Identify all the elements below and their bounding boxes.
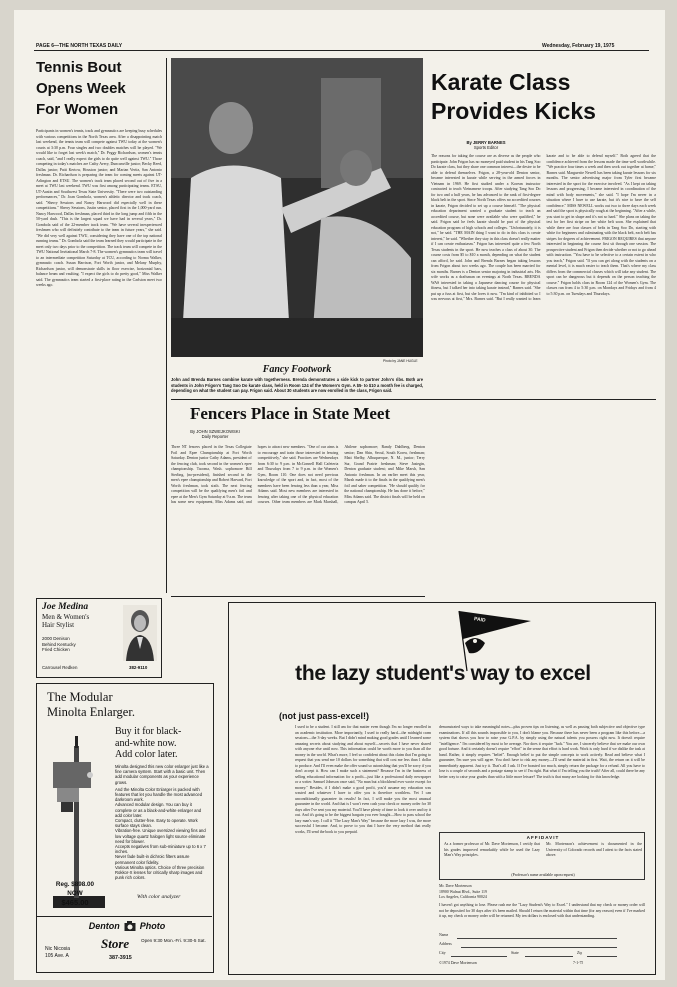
affidavit-box <box>439 832 645 880</box>
karate-article-body: The reasons for taking the course are as diverse as the people who participate. John Frigon has no moneyed paid student in his Tang Soo Do karate class, but they share one common interest—the desire to be able to defend themselves. Frigon, a 28-year-old Denton senior, became interested in karate while serving in the armed forces in Vietnam in 1969. He first studied under a Korean instructor contracted to teach Vietnamese troops. After studying Tang Soo Do for two and a half years, he has advanced to the rank of first-degree black belt in the sport. Since North Texas offers no accredited courses in karate, Frigon decided to set up a course himself. "The physical education department wanted a graduate student to teach an accredited course, but none were available who were qualified," he said. Frigon said he feels karate should be part of the physical education program of high schools and colleges. "Unfortunately, it is not," he said. "THE MAIN thing I want to do in this class is create interest," he said. "Whether they stay in this class doesn't really matter if I can create enthusiasm." Frigon has interested quite a few North Texas students in the sport. He now teaches a class of about 30. The course costs from $5 to $10 a month, depending on what the student can afford, he said. John and Brenda Barnes began taking lessons from Frigon about two weeks ago. The couple has been married for six months. Barnes is a Denton senior majoring in industrial arts. His wife works as a draftsman on evenings at North Texas. BRENDA WAS interested in taking a Japanese dancing course for physical fitness, but I talked her into taking karate instead," Barnes said. "She put up a fuss at first, but she loves it now. "I'm kind of inhibited so I was nervous at first," Mrs. Barnes said. "But I really wanted to learn karate and to be able to defend myself." Both agreed that the confidence achieved from the lessons made the time well worthwhile. "We practice four times a week and then work out together at home," Barnes said. Marguerite Newell has been taking karate lessons for six months. The senior advertising major from Tyler first became interested in the sport for the exercise involved. "As I kept on taking lessons and progressing, I became interested in coordination of the mind with body movements," she said. "I hope I'm never in a situation where I have to use karate, but it's nice to have the self confidence." MISS NEWELL works out two to three days each week and said the sport is physically rough at the beginning. "After a while, you start to get in shape and it's not so hard." She plans on taking the test for her first stripe on her white belt soon. She explained that while there are four classes of belts in Tang Soo Do, starting with white for beginners and culminating with the black belt, each belt has stripes for degrees of achievement. FRIGON REQUIRES that anyone interested in beginning the course first sit through one session. The prospective student and Frigon then decide whether or not to go ahead with instruction. "You have to be selective to a certain extent in who you teach," Frigon said. "If you can get along with the students on a mental level, it is much easier to teach them. That's where my class differs from the commercial classes which will take any student. The sport can be dangerous but it depends on the person teaching the course." Frigon holds class in Room 124 of the Women's Gym. The classes run from 4 to 5:30 p.m. on Mondays and Fridays and from 4 to 5:30 p.m. on Tuesdays and Thursdays. <box>431 154 656 301</box>
camera-tagline-1: Buy it for black- <box>115 726 182 737</box>
store-location <box>45 946 70 959</box>
tennis-headline-line-3: For Women <box>36 101 119 118</box>
karate-headline-line-2: Provides Kicks <box>431 98 596 124</box>
order-text: I haven't got anything to lose. Please rush me the "Lazy Student's Way to Excel." I understand that my check or money order will not be deposited for 30 days after it's been mailed. Should I return the material within that time (for any reason) even if I've marked it up, my check or money order will be returned. My ten dollars is enclosed with that understanding. <box>439 903 645 918</box>
lazy-ad-subhead: (not just pass-excel!) <box>279 711 370 721</box>
tennis-headline-line-1: Tennis Bout <box>36 59 122 76</box>
newspaper-page <box>14 10 665 980</box>
order-address <box>439 884 645 901</box>
fencers-top-rule <box>171 399 656 400</box>
camera-icon <box>124 920 136 932</box>
fencers-byline-title: Daily Reporter <box>201 434 229 440</box>
store-name-right: Photo <box>139 921 166 931</box>
form-label-address: Address <box>439 942 452 946</box>
lazy-student-ad <box>228 602 656 975</box>
camera-ad-tag: With color analyzer <box>137 894 181 900</box>
camera-price-now: $465.00 <box>61 898 89 907</box>
camera-headline-1: The Modular <box>47 690 113 704</box>
form-state-field[interactable] <box>525 956 573 957</box>
camera-tagline-3: Add color later. <box>115 749 178 760</box>
karate-photo-illustration <box>171 58 423 357</box>
order-address-line-2: 18900 Walnut Blvd., Suite 119 <box>439 889 487 894</box>
hair-ad-line-3: Hair Stylist <box>42 621 75 629</box>
camera-feature-2: Advanced modular design. You can buy it complete or as a black-and-white enlarger and add color later. <box>115 802 202 818</box>
lazy-ad-copyright: ©1974 Dave Mortenson <box>439 961 477 965</box>
store-location-1: Nic Nicosia <box>45 946 71 952</box>
form-name-field[interactable] <box>457 938 617 939</box>
store-phone: 387-3915 <box>109 955 132 961</box>
karate-headline-line-1: Karate Class <box>431 69 571 95</box>
lazy-ad-code: 7-1-75 <box>573 961 584 965</box>
camera-feature-5: Accepts negatives from sub-miniature up to 6 x 7 inches. <box>115 844 206 855</box>
camera-ad-divider <box>37 916 212 917</box>
hair-ad-line-2: Men & Women's <box>42 613 90 621</box>
camera-ad-tagline <box>115 726 209 761</box>
lazy-ad-body-left: I used to be a student. I still am for that matter even though I'm no longer enrolled in an academic institution. More importantly, I used to really hard—the midnight cram sessions—the 3-day weeks. But I didn't mind making good grades until I learned some amazing secrets about studying and about myself—secrets that I have never shared with anyone else until now. This information could be worth more to you than all the money in the world. What's more, I feel so confident about this claim that I'm going to request that you send me 10 dollars for something that will cost me less than 1 dollar to produce. And I'll even make the offer sound so astonishing that you'll be sorry if you don't accept it. How can I make such a statement? Because I'm in the business of selling educational information for a profit—just like a professional daily newspaper or a writer. Samuel Johnson once said, "No man but a blockhead ever wrote except for money." Besides, if I didn't make a good profit, you'd assume my education was wasted and whatever I have to offer you is therefore worthless. Yet I can unconditionally guarantee its results! In fact, I will make you the most unusual guarantee in the world. And that is I won't even cash your check or money order for 30 days after I've sent you my material. You'll have plenty of time to look it over and try it out. And it's going to be the biggest bargain you ever bought—How to pass school the lazy man's way. I call it "The Lazy Man's Way" because the more lazy I was, the more successful I became. And, to prove to you that I have the very method that really works, I'll send the book to you prepaid. <box>295 725 431 834</box>
store-word: Store <box>101 936 130 951</box>
hair-stylist-ad <box>36 598 162 678</box>
form-label-state: State <box>511 951 519 955</box>
camera-ad-copy <box>115 764 209 880</box>
camera-feature-4: Vibration-free. Unique oversized viewing fins and low voltage quartz halogen light source eliminate need for blower. <box>115 828 206 844</box>
karate-headline <box>431 68 656 126</box>
photo-title: Fancy Footwork <box>262 364 332 375</box>
order-address-line-1: Mr. Dave Mortenson <box>439 884 472 888</box>
karate-byline-name: By JERRY BARNES <box>466 140 506 145</box>
hair-ad-address-3: Fried Chicken <box>42 647 70 653</box>
fencers-byline <box>171 429 259 440</box>
camera-ad-headline <box>47 690 207 720</box>
store-name-left: Denton <box>88 921 120 931</box>
column-rule-1 <box>166 58 167 593</box>
karate-byline-title: Sports Editor <box>473 145 499 151</box>
camera-ad-price <box>47 880 103 907</box>
stylist-portrait-icon <box>123 605 157 661</box>
hair-ad-subtitle <box>42 613 89 629</box>
tennis-article-body <box>36 129 162 591</box>
pennant-text: PAID <box>473 616 486 624</box>
masthead-rule <box>34 50 649 51</box>
store-logo <box>77 918 177 934</box>
store-location-2: 105 Ave. A <box>45 952 69 959</box>
karate-byline <box>431 140 541 151</box>
camera-feature-7: Various Minolta optics. Choice of three precision Rokkor-X lenses for critically sharp images and punk rich colors. <box>115 864 205 881</box>
camera-price-now-label: NOW <box>67 890 83 897</box>
camera-price-reg: Reg. $898.00 <box>55 881 95 888</box>
form-address-field[interactable] <box>461 947 617 948</box>
form-label-city: City <box>439 951 446 955</box>
form-label-name: Name <box>439 933 449 937</box>
hair-ad-phone: 382-9110 <box>129 665 148 670</box>
folio-left: PAGE 6—THE NORTH TEXAS DAILY <box>36 43 123 49</box>
minolta-enlarger-ad <box>36 683 214 973</box>
form-city-field[interactable] <box>451 956 507 957</box>
fencers-byline-name: By JOHN SZWEJKOWSKI <box>190 429 240 434</box>
affidavit-note: (Professor's name available upon request) <box>511 873 575 877</box>
tennis-lead: Participants in women's tennis, track and gymnastics are keeping busy schedules with various competitions in the North Texas area. <box>36 129 162 139</box>
photo-caption: John and Brenda Barnes combine karate with togetherness. Brenda demonstrates a side kick to partner John's ribs. Both are students in John Frigon's Tang Soo Do karate class, held in Room 124 of the Women's Gym. A $5- to $10 a month fee is charged, depending on what the student can pay. Frigon said. About 30 students are now enrolled in the class, Frigon said. <box>171 377 423 394</box>
fencers-article-body: Three NT fencers placed in the Texas Collegiate Foil and Epee Championship at Fort Worth Saturday. Denton junior Cathy Adams, president of the fencing club, took second in the women's epee championship. Tacoma, Wash. sophomore Bill Sterling, (no-president), finished second in the men's epee championship and Robert Harvard, Fort Worth freshman, took sixth. The next fencing competition will be the qualifying men's foil and epee at the Men's Gym Saturday at 9 a.m. The team has some new equipment, Miss Adams said, and hopes to attract new members. "One of our aims is to encourage and train those interested in fencing competitively," she said. Practices are Wednesdays from 6:30 to 9 p.m. in McConnell Hall Cafeteria and Thursdays from 7 to 9 p.m. in the Women's Gym, Room 110. One does not need previous knowledge of the sport and, in fact, most of the members have been fencing less than a year, Miss Adams said. Most new members are interested in fencing after taking one of the physical education courses. Other team members are Mark Marshall, Abilene sophomore; Randy Dahlberg, Denton senior; Dan Shin, Seoul, South Korea, freshman; Matt Shelby, Albuquerque, N. M., junior; Terry Sur, Grand Prairie freshman; Steve Jasiegin, Denton graduate student; and Mike Marsh, San Antonio freshman. In an earlier meet this year, Marsh made it to the finals in the qualifying men's foil and saber competition. "He should qualify for the national championship. He has done it before," Miss Adams said. The district finals will be held on campus April 5. <box>171 445 425 504</box>
fencers-bottom-rule <box>171 596 425 597</box>
photo-credit: Photo by JANE HUGLE <box>383 359 418 363</box>
karate-photo <box>171 58 423 357</box>
store-hours: Open 9:30 Mon.-Fri. 9:30-5 Sat. <box>141 938 206 943</box>
tennis-headline <box>36 57 164 120</box>
hair-ad-address <box>42 636 76 653</box>
hair-ad-address-2: Behind Kentucky <box>42 641 76 647</box>
lazy-ad-headline: the lazy student's way to excel <box>295 662 591 685</box>
camera-headline-2: Minolta Enlarger. <box>47 705 135 719</box>
hair-ad-brand: Carrousel Redken <box>42 665 78 670</box>
hair-ad-name: Joe Medina <box>42 602 89 612</box>
lazy-ad-body-right: demonstrated ways to take meaningful notes—plus proven tips on listening, as well as passing both subjective and objective type examinations. If all this sounds impossible to you, I don't blame you. Because there has never been a program like this before—a system that shows you how to raise your G.P.A. by simply using the natural talents you possess right now. It doesn't require "intelligence." I'm considered by most to be average. Nor does it require "luck." You are, I sincerely believe that we make our own good fortune. And it certainly doesn't require "effort" in the sense that effort is hard work. Work is only hard if we dislike the task at hand. Rather, it simply requires "belief". Enough belief to put the simple concepts to work actively. Read and believe what I guarantee, I'm sure you will agree. You don't have to risk any money—I'll send the material in first. Wait, the return on it will be immediately apparent. Just try it. That's all I ask. If I've boasted too much, simply return the package for a refund. All you have to lose is a couple of seconds and a postage stamp to see if I'm right. But what if I'm telling you the truth? After all, could there be any better way to raise your grades than with a little more leisure? The truth is that many are looking for this knowledge. <box>439 725 645 779</box>
folio-right: Wednesday, February 19, 1975 <box>542 43 615 49</box>
affidavit-right: Mr. Mortenson's achievement is documented in the University of Colorado records and I attest to the facts stated above. <box>546 842 642 857</box>
form-zip-field[interactable] <box>587 956 617 957</box>
hair-ad-address-1: 2000 Denison <box>42 636 70 641</box>
tennis-body: After a disappointing match last weekend, the tennis team will compete against TWU today at the women's courts at 3:30 p.m. Four singles and two doubles matches will be played. "We would like to forget last week's match," Dr. Peggy Richardson, women's tennis coach, said, "and I really expect the girls to do quite well against TWU." Those competing in today's matches are Cathy Avery, Duncanville junior; Becky Reed, Dallas junior; Patti Kertow, Houston junior; and Marian Vertiz, San Antonio freshman. Dr. Richardson is preparing the team for coming meets against UT-Arlington and ETSU. The women's track team placed second out of five in a meet at TWU last weekend. TWU was first among participating teams. ETSU, UT-Austin and Southwest Texas State University. "There were two outstanding performances," Dr. Joan Gombola, women's athletic director and track coach, said. "Sherry Sessions and Nancy Harwood did especially well in these competitions." Sherry Sessions, Justin senior, placed first in the 1,000-yard run. Nancy Harwood, Dallas freshman, placed third in the long jump and fifth in the 50-yard dash. "This is the largest squad we have had in several years," Dr. Gombola said of the 22-member track team. "We have several inexperienced freshmen who will definitely contribute to the team in future years," she said. "We did very well against TWU, considering they have one of the top national running teams." Dr. Gombola said the team learned they would participate in the meet only two days prior to the competition. The track team will compete in the TWU National Invitational March 7-8. The women's gymnastics team will travel to an intermediate competition Saturday at TCU, according to Norma Walker, gymnastic coach. Susan Harrison, Fort Worth junior, and Melany Murphy, Richardson junior, will demonstrate skills in floor exercise, horizontal bars, balance beam and vaulting. "I expect the girls to do pretty good," Miss Walker said. The gymnastics team started a first-place rating in the Carlston meet two weeks ago. <box>36 134 162 287</box>
fencers-headline: Fencers Place in State Meet <box>190 404 391 423</box>
camera-feature-6: Never fade built-in dichroic filters assure permanent color fidelity. <box>115 854 190 865</box>
camera-ad-intro: Minolta designed this new color enlarger just like a fine camera system. Start with a basic unit. Then add modular components as your experience grows. <box>115 764 209 785</box>
order-address-line-3: Los Angeles, California 90024 <box>439 895 487 899</box>
affidavit-left: As a former professor of Mr. Dave Mortenson, I certify that his grades improved remarkably while he used the Lazy Man's Way principles. <box>444 842 540 857</box>
camera-feature-1: And the Minolta Color Enlarger is packed with features that let you handle the most advanced darkroom work. <box>115 786 203 803</box>
camera-tagline-2: and-white now. <box>115 737 177 749</box>
camera-feature-3: Compact, clutter-free. Easy to operate. Work surface stays clean. <box>115 818 198 829</box>
form-label-zip: Zip <box>577 951 583 955</box>
affidavit-title: AFFIDAVIT <box>526 835 560 840</box>
tennis-headline-line-2: Opens Week <box>36 80 126 97</box>
